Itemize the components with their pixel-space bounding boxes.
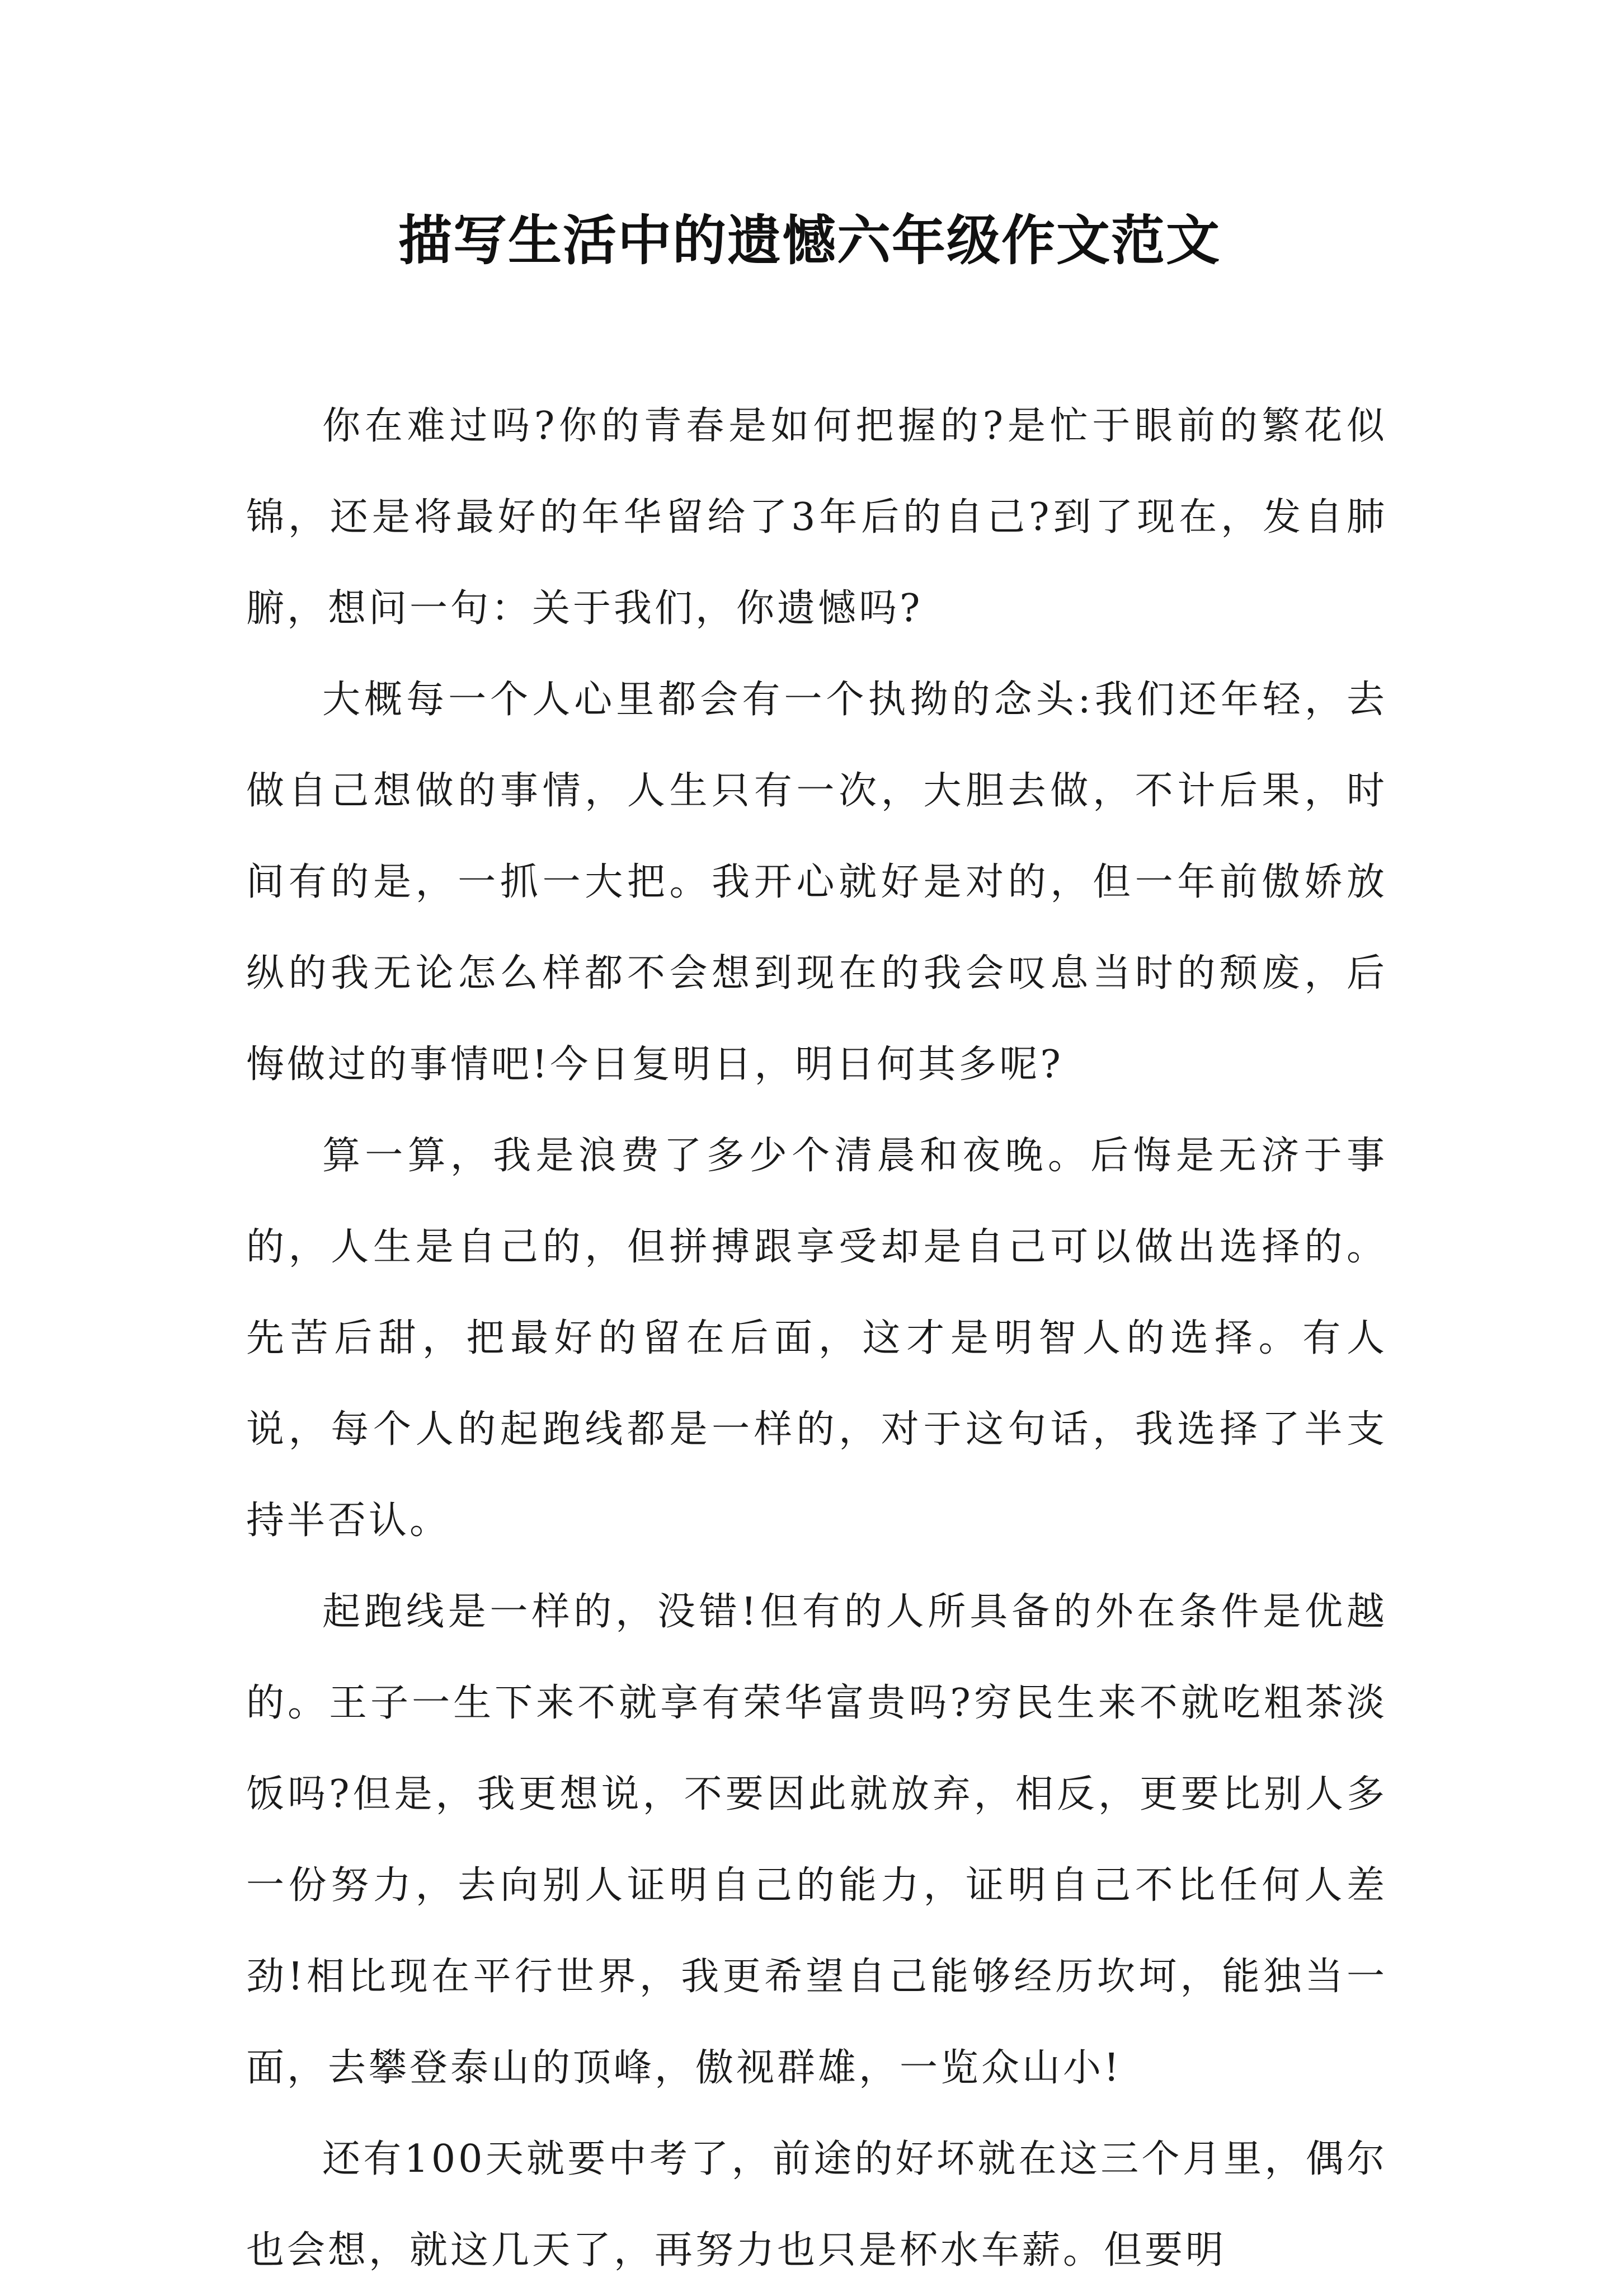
paragraph-3: 算一算，我是浪费了多少个清晨和夜晚。后悔是无济于事的，人生是自己的，但拼搏跟享受却是自己可以做出选择的。先苦后甜，把最好的留在后面，这才是明智人的选择。有人说，每个人的起跑线都是一样的，对于这句话，我选择了半支持半否认。: [246, 1134, 1387, 1543]
paragraph-2: 大概每一个人心里都会有一个执拗的念头:我们还年轻，去做自己想做的事情，人生只有一次，大胆去做，不计后果，时间有的是，一抓一大把。我开心就好是对的，但一年前傲娇放纵的我无论怎么样都不会想到现在的我会叹息当时的颓废，后悔做过的事情吧!今日复明日，明日何其多呢?: [246, 678, 1387, 1087]
document-title: 描写生活中的遗憾六年级作文范文: [398, 209, 1221, 272]
document-body: [246, 381, 1387, 2296]
paragraph-5: 还有100天就要中考了，前途的好坏就在这三个月里，偶尔也会想，就这几天了，再努力也只是杯水车薪。但要明: [246, 2137, 1387, 2272]
paragraph-1: 你在难过吗?你的青春是如何把握的?是忙于眼前的繁花似锦，还是将最好的年华留给了3年后的自己?到了现在，发自肺腑，想问一句：关于我们，你遗憾吗?: [246, 404, 1387, 631]
paragraph-4: 起跑线是一样的，没错!但有的人所具备的外在条件是优越的。王子一生下来不就享有荣华富贵吗?穷民生来不就吃粗茶淡饭吗?但是，我更想说，不要因此就放弃，相反，更要比别人多一份努力，去向别人证明自己的能力，证明自己不比任何人差劲!相比现在平行世界，我更希望自己能够经历坎坷，能独当一面，去攀登泰山的顶峰，傲视群雄，一览众山小!: [246, 1590, 1387, 2090]
